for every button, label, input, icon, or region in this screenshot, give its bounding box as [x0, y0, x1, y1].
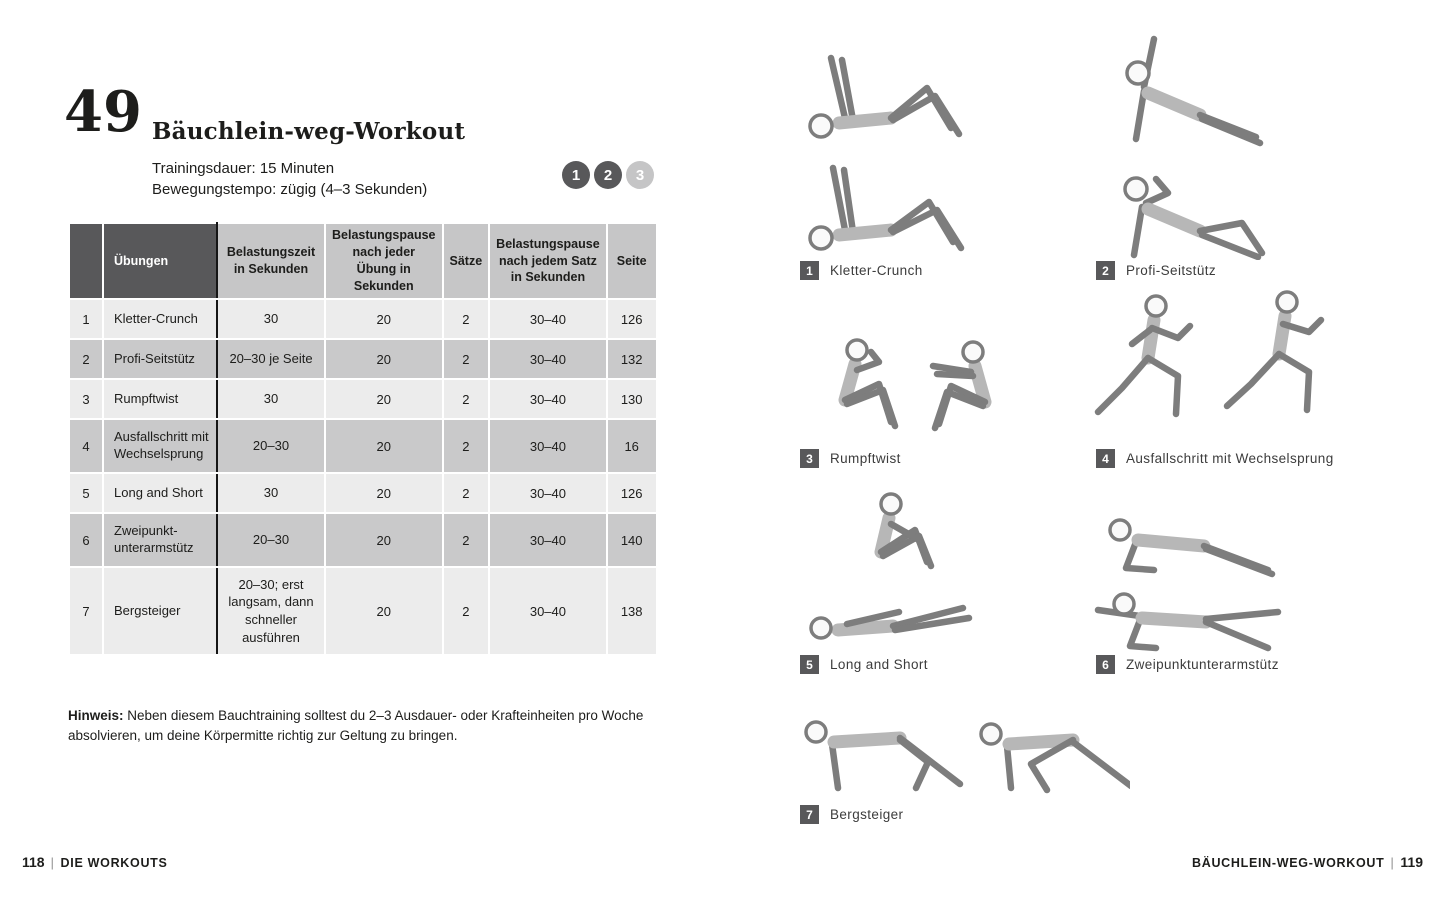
workout-number: 49: [64, 79, 142, 145]
cell-seite: 132: [607, 339, 657, 379]
exercise-label-ausfallschritt: [1096, 449, 1334, 468]
cell-belastungszeit: 20–30: [217, 513, 325, 567]
cell-seite: 126: [607, 473, 657, 513]
exercise-label-kletter-crunch: [800, 261, 923, 280]
cell-pause-satz: 30–40: [489, 473, 607, 513]
header-saetze: Sätze: [443, 223, 490, 299]
header-seite: Seite: [607, 223, 657, 299]
cell-pause-uebung: 20: [325, 299, 443, 339]
exercise-name: Bergsteiger: [830, 807, 904, 822]
footer-chapter-label: BÄUCHLEIN-WEG-WORKOUT: [1192, 856, 1385, 870]
exercise-name: Kletter-Crunch: [830, 263, 923, 278]
cell-pause-uebung: 20: [325, 419, 443, 473]
cell-belastungszeit: 20–30 je Seite: [217, 339, 325, 379]
table-row: [69, 379, 657, 419]
table-row: [69, 513, 657, 567]
page-number-right: 119: [1400, 854, 1423, 870]
cell-nr: 2: [69, 339, 103, 379]
hinweis-label: Hinweis:: [68, 708, 124, 723]
exercise-name: Ausfallschritt mit Wechselsprung: [1126, 451, 1334, 466]
difficulty-level-1: 1: [562, 161, 590, 189]
cell-uebung: Bergsteiger: [103, 567, 217, 655]
cell-belastungszeit: 20–30; erst langsam, dann schneller ausführen: [217, 567, 325, 655]
exercise-name: Rumpftwist: [830, 451, 901, 466]
exercise-number-badge: 5: [800, 655, 819, 674]
cell-pause-satz: 30–40: [489, 339, 607, 379]
cell-pause-uebung: 20: [325, 567, 443, 655]
cell-pause-satz: 30–40: [489, 513, 607, 567]
difficulty-level-3: 3: [626, 161, 654, 189]
cell-seite: 140: [607, 513, 657, 567]
footer-right: [1192, 854, 1423, 870]
cell-uebung: Profi-Seitstütz: [103, 339, 217, 379]
page-number-left: 118: [22, 854, 45, 870]
illustration-kletter-crunch: [795, 40, 995, 255]
cell-saetze: 2: [443, 419, 490, 473]
exercise-number-badge: 4: [1096, 449, 1115, 468]
table-row: [69, 299, 657, 339]
header-belastungszeit: Belastungszeit in Sekunden: [217, 223, 325, 299]
exercise-label-zweipunktunterarmstuetz: [1096, 655, 1279, 674]
cell-seite: 126: [607, 299, 657, 339]
table-row: [69, 567, 657, 655]
cell-pause-satz: 30–40: [489, 299, 607, 339]
cell-pause-uebung: 20: [325, 339, 443, 379]
exercise-label-bergsteiger: [800, 805, 903, 824]
difficulty-indicator: [562, 161, 654, 189]
cell-saetze: 2: [443, 299, 490, 339]
hinweis-text: Neben diesem Bauchtraining solltest du 2–3 Ausdauer- oder Krafteinheiten pro Woche absolvieren, um deine Körpermitte richtig zur Geltung zu bringen.: [68, 708, 644, 744]
cell-seite: 138: [607, 567, 657, 655]
cell-uebung: Ausfallschritt mit Wechselsprung: [103, 419, 217, 473]
illustration-ausfallschritt: [1090, 288, 1340, 443]
footer-section-label: DIE WORKOUTS: [60, 856, 168, 870]
cell-belastungszeit: 30: [217, 473, 325, 513]
cell-pause-satz: 30–40: [489, 567, 607, 655]
cell-pause-uebung: 20: [325, 513, 443, 567]
cell-pause-satz: 30–40: [489, 379, 607, 419]
cell-pause-satz: 30–40: [489, 419, 607, 473]
exercise-name: Long and Short: [830, 657, 928, 672]
cell-nr: 6: [69, 513, 103, 567]
cell-seite: 130: [607, 379, 657, 419]
table-header-row: [69, 223, 657, 299]
exercise-number-badge: 1: [800, 261, 819, 280]
header-uebungen: Übungen: [103, 223, 217, 299]
illustration-long-and-short: [795, 488, 1030, 653]
table-row: [69, 473, 657, 513]
cell-pause-uebung: 20: [325, 473, 443, 513]
header-pause-satz: Belastungspause nach jedem Satz in Sekunden: [489, 223, 607, 299]
exercise-label-rumpftwist: [800, 449, 901, 468]
cell-belastungszeit: 30: [217, 299, 325, 339]
exercise-name: Profi-Seitstütz: [1126, 263, 1217, 278]
exercise-name: Zweipunktunterarmstütz: [1126, 657, 1279, 672]
cell-saetze: 2: [443, 379, 490, 419]
cell-saetze: 2: [443, 339, 490, 379]
footer-divider: |: [50, 856, 55, 870]
movement-tempo: Bewegungstempo: zügig (4–3 Sekunden): [152, 181, 428, 198]
cell-uebung: Rumpftwist: [103, 379, 217, 419]
cell-uebung: Zweipunkt-unterarmstütz: [103, 513, 217, 567]
cell-nr: 3: [69, 379, 103, 419]
exercise-label-profi-seitstuetz: [1096, 261, 1216, 280]
workout-table: [68, 222, 658, 656]
header-pause-uebung: Belastungspause nach jeder Übung in Sekunden: [325, 223, 443, 299]
cell-seite: 16: [607, 419, 657, 473]
page-title: Bäuchlein-weg-Workout: [152, 118, 466, 145]
illustration-zweipunktunterarmstuetz: [1090, 496, 1305, 654]
header-nr: [69, 223, 103, 299]
exercise-number-badge: 3: [800, 449, 819, 468]
hinweis-note: [68, 706, 660, 747]
footer-divider: |: [1390, 856, 1395, 870]
cell-saetze: 2: [443, 567, 490, 655]
footer-left: [22, 854, 168, 870]
illustration-bergsteiger: [790, 700, 1130, 805]
cell-saetze: 2: [443, 473, 490, 513]
cell-uebung: Long and Short: [103, 473, 217, 513]
exercise-number-badge: 6: [1096, 655, 1115, 674]
exercise-number-badge: 7: [800, 805, 819, 824]
exercise-number-badge: 2: [1096, 261, 1115, 280]
cell-nr: 4: [69, 419, 103, 473]
cell-nr: 1: [69, 299, 103, 339]
cell-saetze: 2: [443, 513, 490, 567]
cell-belastungszeit: 30: [217, 379, 325, 419]
cell-pause-uebung: 20: [325, 379, 443, 419]
cell-uebung: Kletter-Crunch: [103, 299, 217, 339]
table-row: [69, 339, 657, 379]
exercise-label-long-and-short: [800, 655, 928, 674]
difficulty-level-2: 2: [594, 161, 622, 189]
cell-nr: 7: [69, 567, 103, 655]
illustration-profi-seitstuetz: [1092, 35, 1282, 260]
cell-belastungszeit: 20–30: [217, 419, 325, 473]
cell-nr: 5: [69, 473, 103, 513]
table-row: [69, 419, 657, 473]
training-duration: Trainingsdauer: 15 Minuten: [152, 160, 335, 177]
illustration-rumpftwist: [795, 328, 1025, 443]
